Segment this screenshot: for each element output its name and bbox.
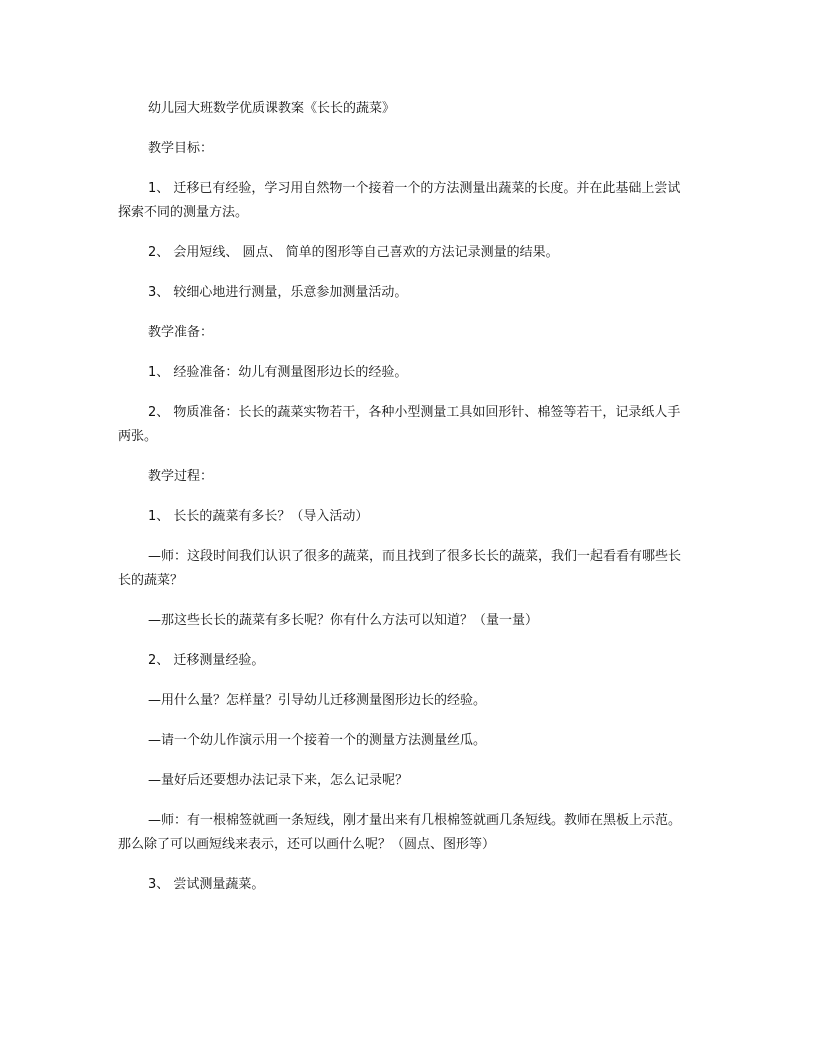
paragraph-goal-1: 1、 迁移已有经验，学习用自然物一个接着一个的方法测量出蔬菜的长度。并在此基础上尝试探索不同的测量方法。 [118,181,681,220]
document-content [118,97,688,897]
paragraph-process-3: 3、 尝试测量蔬菜。 [148,877,265,892]
section-heading-preparation: 教学准备： [148,325,214,340]
paragraph-process-1: 1、 长长的蔬菜有多长？（导入活动） [148,509,369,524]
paragraph-goal-3: 3、 较细心地进行测量，乐意参加测量活动。 [148,285,408,300]
paragraph-process-2c: —量好后还要想办法记录下来，怎么记录呢？ [148,773,409,788]
paragraph-process-2: 2、 迁移测量经验。 [148,653,265,668]
paragraph-goal-2: 2、 会用短线、 圆点、 简单的图形等自己喜欢的方法记录测量的结果。 [148,245,559,260]
paragraph-process-1b: —那这些长长的蔬菜有多长呢？你有什么方法可以知道？（量一量） [148,613,539,628]
section-heading-goals: 教学目标： [148,141,214,156]
paragraph-process-1a: —师：这段时间我们认识了很多的蔬菜，而且找到了很多长长的蔬菜，我们一起看看有哪些长长的蔬菜？ [118,549,682,588]
paragraph-process-2a: —用什么量？怎样量？引导幼儿迁移测量图形边长的经验。 [148,693,487,708]
paragraph-prep-2: 2、 物质准备：长长的蔬菜实物若干，各种小型测量工具如回形针、棉签等若干，记录纸人手两张。 [118,405,681,444]
document-title: 幼儿园大班数学优质课教案《长长的蔬菜》 [148,101,396,116]
paragraph-process-2d: —师：有一根棉签就画一条短线，刚才量出来有几根棉签就画几条短线。教师在黑板上示范。那么除了可以画短线来表示，还可以画什么呢？（圆点、图形等） [118,813,682,852]
section-heading-process: 教学过程： [148,469,214,484]
paragraph-prep-1: 1、 经验准备：幼儿有测量图形边长的经验。 [148,365,408,380]
paragraph-process-2b: —请一个幼儿作演示用一个接着一个的测量方法测量丝瓜。 [148,733,487,748]
